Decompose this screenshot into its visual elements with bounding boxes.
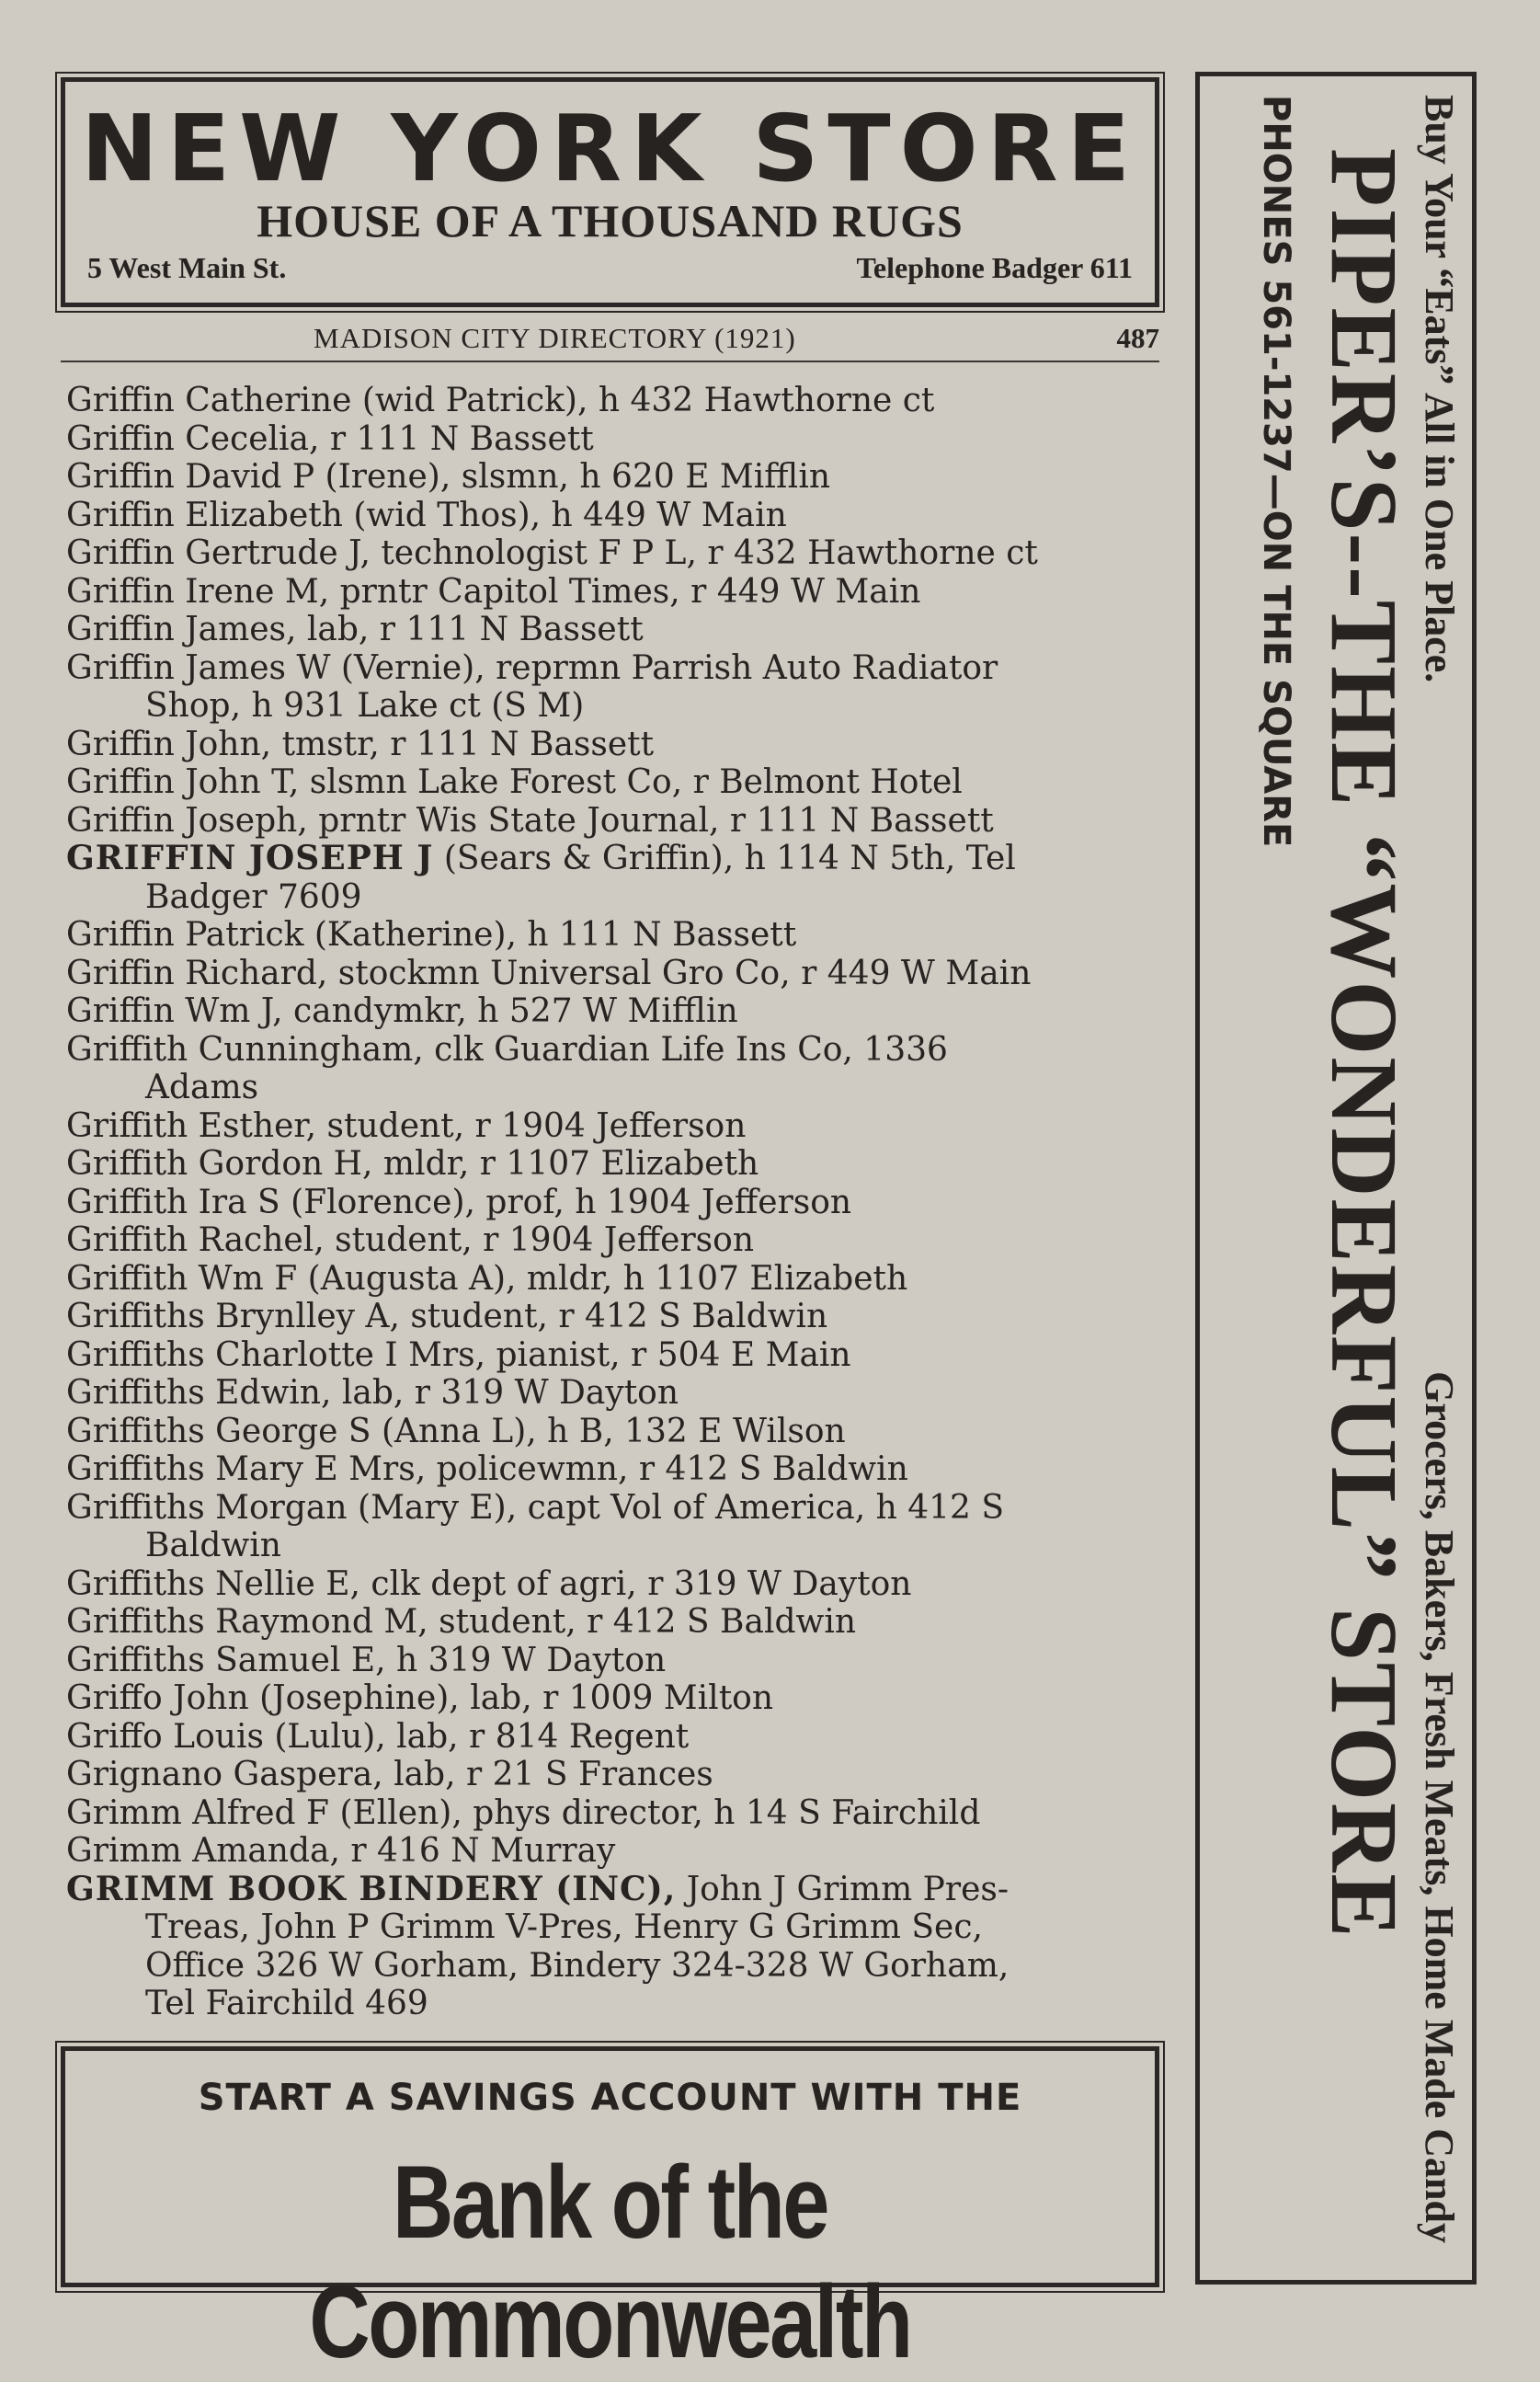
directory-entry bbox=[66, 1221, 1165, 1260]
directory-entry bbox=[66, 916, 1165, 955]
entry-line: Griffin Wm J, candymkr, h 527 W Mifflin bbox=[66, 992, 738, 1030]
directory-entry bbox=[66, 992, 1165, 1031]
entry-line: Griffin Elizabeth (wid Thos), h 449 W Main bbox=[66, 496, 787, 534]
entry-line: Griffith Rachel, student, r 1904 Jefferson bbox=[66, 1221, 755, 1259]
directory-entry bbox=[66, 840, 1165, 916]
directory-entry bbox=[66, 573, 1165, 612]
entry-continuation: Adams bbox=[145, 1069, 259, 1106]
entry-line: Griffin Gertrude J, technologist F P L, r 432 Hawthorne ct bbox=[66, 534, 1038, 572]
directory-entry bbox=[66, 1718, 1165, 1757]
entry-line: Griffith Wm F (Augusta A), mldr, h 1107 Elizabeth bbox=[66, 1259, 908, 1298]
directory-title: MADISON CITY DIRECTORY (1921) bbox=[314, 322, 796, 354]
entry-line: John J Grimm Pres- bbox=[676, 1870, 1010, 1908]
entry-line: Griffiths Samuel E, h 319 W Dayton bbox=[66, 1641, 667, 1679]
entry-line: Grignano Gaspera, lab, r 21 S Frances bbox=[66, 1756, 713, 1793]
directory-entry bbox=[66, 1260, 1165, 1299]
bank-name: Bank of the Commonwealth bbox=[309, 2145, 911, 2379]
side-ad-phones: PHONES 561-1237—ON THE SQUARE bbox=[1255, 95, 1297, 848]
entry-line: Griffith Gordon H, mldr, r 1107 Elizabeth bbox=[66, 1145, 759, 1183]
side-ad-grocers: Grocers, Bakers, Fresh Meats, Home Made Candy bbox=[1417, 1371, 1462, 2243]
entry-line: Griffin Richard, stockmn Universal Gro Co, r 449 W Main bbox=[66, 954, 1032, 992]
entry-continuation: Baldwin bbox=[145, 1527, 281, 1564]
entry-line: Griffin James, lab, r 111 N Bassett bbox=[66, 611, 644, 648]
directory-entry bbox=[66, 1832, 1165, 1871]
entry-line: Griffin John, tmstr, r 111 N Bassett bbox=[66, 725, 655, 763]
entry-line: Griffiths Nellie E, clk dept of agri, r 319 W Dayton bbox=[66, 1564, 912, 1603]
side-ad-headline: PIPER’S--THE “WONDERFUL” STORE bbox=[1311, 148, 1417, 1940]
entry-line: Griffiths George S (Anna L), h B, 132 E Wilson bbox=[66, 1412, 846, 1450]
entry-line: Griffiths Raymond M, student, r 412 S Baldwin bbox=[66, 1603, 857, 1641]
entry-line: Griffo Louis (Lulu), lab, r 814 Regent bbox=[66, 1717, 690, 1756]
directory-entry bbox=[66, 458, 1165, 497]
directory-entry bbox=[66, 1413, 1165, 1451]
entry-line: (Sears & Griffin), h 114 N 5th, Tel bbox=[433, 840, 1016, 877]
entry-line: Griffin David P (Irene), slsmn, h 620 E Mifflin bbox=[66, 458, 831, 496]
directory-entry bbox=[66, 1450, 1165, 1489]
ad-store-name: NEW YORK STORE bbox=[81, 95, 1139, 202]
entry-line: Griffiths Morgan (Mary E), capt Vol of America, h 412 S bbox=[66, 1488, 1005, 1527]
directory-entry bbox=[66, 611, 1165, 649]
directory-entry bbox=[66, 1642, 1165, 1680]
entry-line: Griffith Esther, student, r 1904 Jefferson bbox=[66, 1106, 747, 1145]
pipers-store-ad bbox=[1195, 72, 1477, 2285]
bank-ad bbox=[61, 2046, 1159, 2379]
directory-entry bbox=[66, 1489, 1165, 1565]
directory-entry bbox=[66, 649, 1165, 726]
entry-line: Griffin Catherine (wid Patrick), h 432 Hawthorne ct bbox=[66, 382, 935, 419]
entry-line: Griffiths Charlotte I Mrs, pianist, r 504 E Main bbox=[66, 1335, 851, 1374]
new-york-store-ad bbox=[61, 77, 1159, 307]
directory-entry bbox=[66, 382, 1165, 420]
directory-entry bbox=[66, 420, 1165, 459]
running-head bbox=[61, 320, 1159, 362]
entry-continuation: Shop, h 931 Lake ct (S M) bbox=[145, 687, 585, 725]
ad-telephone: Telephone Badger 611 bbox=[856, 251, 1133, 284]
entry-line: Griffith Ira S (Florence), prof, h 1904 Jefferson bbox=[66, 1183, 852, 1221]
directory-entry bbox=[66, 1565, 1165, 1604]
bank-ad-headline: START A SAVINGS ACCOUNT WITH THE bbox=[198, 2077, 1022, 2119]
directory-entry bbox=[66, 763, 1165, 802]
side-ad-eats: Buy Your “Eats” All in One Place. bbox=[1417, 95, 1462, 683]
directory-entry bbox=[66, 1679, 1165, 1718]
entry-line: Griffin Joseph, prntr Wis State Journal, r 111 N Bassett bbox=[66, 801, 994, 840]
directory-entry bbox=[66, 1794, 1165, 1833]
entry-line: Grimm Amanda, r 416 N Murray bbox=[66, 1832, 616, 1870]
entry-line: Griffin Patrick (Katherine), h 111 N Bassett bbox=[66, 916, 797, 954]
directory-entries bbox=[66, 382, 1165, 2023]
directory-entry bbox=[66, 726, 1165, 764]
directory-entry bbox=[66, 1336, 1165, 1375]
directory-entry bbox=[66, 1603, 1165, 1642]
entry-bold-name: GRIMM BOOK BINDERY (INC), bbox=[66, 1869, 677, 1908]
entry-line: Griffin James W (Vernie), reprmn Parrish Auto Radiator bbox=[66, 648, 998, 687]
entry-line: Griffin Cecelia, r 111 N Bassett bbox=[66, 419, 594, 458]
directory-entry bbox=[66, 1184, 1165, 1222]
entry-line: Griffiths Brynlley A, student, r 412 S Baldwin bbox=[66, 1298, 828, 1335]
entry-bold-name: GRIFFIN JOSEPH J bbox=[66, 839, 434, 877]
entry-line: Griffith Cunningham, clk Guardian Life Ins Co, 1336 bbox=[66, 1030, 948, 1069]
entry-line: Grimm Alfred F (Ellen), phys director, h 14 S Fairchild bbox=[66, 1793, 981, 1832]
entry-continuation: Badger 7609 bbox=[145, 877, 362, 916]
page-number: 487 bbox=[1116, 322, 1159, 354]
directory-entry bbox=[66, 955, 1165, 993]
directory-entry bbox=[66, 1374, 1165, 1413]
ad-address: 5 West Main St. bbox=[87, 251, 287, 284]
entry-line: Griffo John (Josephine), lab, r 1009 Milton bbox=[66, 1679, 774, 1717]
entry-continuation: Office 326 W Gorham, Bindery 324-328 W Gorham, bbox=[145, 1946, 1010, 1985]
directory-entry bbox=[66, 1145, 1165, 1184]
directory-entry bbox=[66, 534, 1165, 573]
ad-tagline: HOUSE OF A THOUSAND RUGS bbox=[257, 195, 964, 246]
directory-entry bbox=[66, 1298, 1165, 1336]
directory-entry bbox=[66, 1871, 1165, 2023]
directory-entry bbox=[66, 802, 1165, 841]
directory-entry bbox=[66, 1031, 1165, 1107]
entry-continuation: Tel Fairchild 469 bbox=[145, 1985, 428, 2022]
directory-entry bbox=[66, 497, 1165, 535]
entry-line: Griffin Irene M, prntr Capitol Times, r 449 W Main bbox=[66, 572, 921, 611]
entry-line: Griffin John T, slsmn Lake Forest Co, r Belmont Hotel bbox=[66, 763, 963, 801]
entry-line: Griffiths Mary E Mrs, policewmn, r 412 S Baldwin bbox=[66, 1450, 908, 1488]
entry-continuation: Treas, John P Grimm V-Pres, Henry G Grimm Sec, bbox=[145, 1908, 983, 1946]
entry-line: Griffiths Edwin, lab, r 319 W Dayton bbox=[66, 1374, 679, 1412]
directory-entry bbox=[66, 1107, 1165, 1146]
directory-entry bbox=[66, 1756, 1165, 1794]
